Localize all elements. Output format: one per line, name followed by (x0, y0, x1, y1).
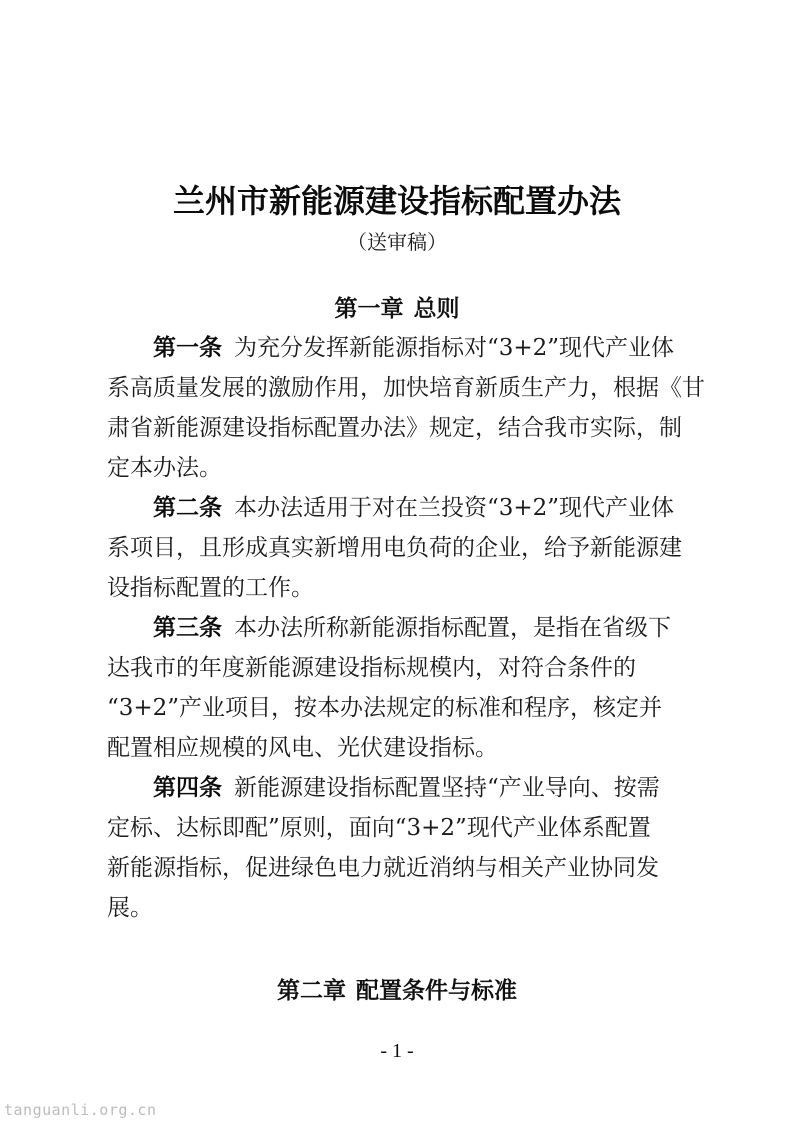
article-text: 本办法适用于对在兰投资“3+2”现代产业体 (234, 495, 675, 521)
article-line: 定标、达标即配”原则，面向“3+2”现代产业体系配置 (107, 815, 651, 841)
article-text: 为充分发挥新能源指标对“3+2”现代产业体 (234, 335, 675, 361)
article-text: 本办法所称新能源指标配置，是指在省级下 (234, 615, 671, 641)
article-line: 展。 (107, 895, 153, 921)
chapter-number: 第二章 (277, 978, 346, 1004)
chapter-number: 第一章 (334, 296, 404, 322)
article-label: 第一条 (153, 335, 222, 361)
article-line: 新能源指标，促进绿色电力就近消纳与相关产业协同发 (107, 855, 659, 881)
page-number: - 1 - (380, 1040, 414, 1062)
article-line (107, 488, 693, 528)
article-text: 新能源建设指标配置坚持“产业导向、按需 (234, 775, 660, 801)
chapter-name: 配置条件与标准 (356, 978, 517, 1004)
watermark-text: tanguanli.org.cn (4, 1101, 157, 1119)
article-line: 系项目，且形成真实新增用电负荷的企业，给予新能源建 (107, 535, 682, 561)
chapter-heading-1 (0, 290, 794, 323)
article-line (107, 608, 693, 648)
article-line: 肃省新能源建设指标配置办法》规定，结合我市实际，制 (107, 415, 682, 441)
article-line (107, 768, 693, 808)
document-title: 兰州市新能源建设指标配置办法 (172, 182, 621, 220)
chapter-name: 总则 (413, 296, 460, 322)
article-line: 定本办法。 (107, 455, 222, 481)
article-1 (107, 328, 705, 488)
article-line: 配置相应规模的风电、光伏建设指标。 (107, 735, 498, 761)
document-subtitle: （送审稿） (347, 230, 447, 254)
article-line: “3+2”产业项目，按本办法规定的标准和程序，核定并 (107, 695, 663, 721)
article-label: 第二条 (153, 495, 222, 521)
article-line: 达我市的年度新能源建设指标规模内，对符合条件的 (107, 655, 636, 681)
article-label: 第四条 (153, 775, 222, 801)
article-line (107, 328, 693, 368)
article-2 (107, 488, 693, 608)
article-3 (107, 608, 693, 768)
chapter-heading-2 (0, 972, 794, 1005)
article-label: 第三条 (153, 615, 222, 641)
article-line: 系高质量发展的激励作用，加快培育新质生产力，根据《甘 (107, 375, 705, 401)
article-4 (107, 768, 693, 928)
article-line: 设指标配置的工作。 (107, 575, 314, 601)
